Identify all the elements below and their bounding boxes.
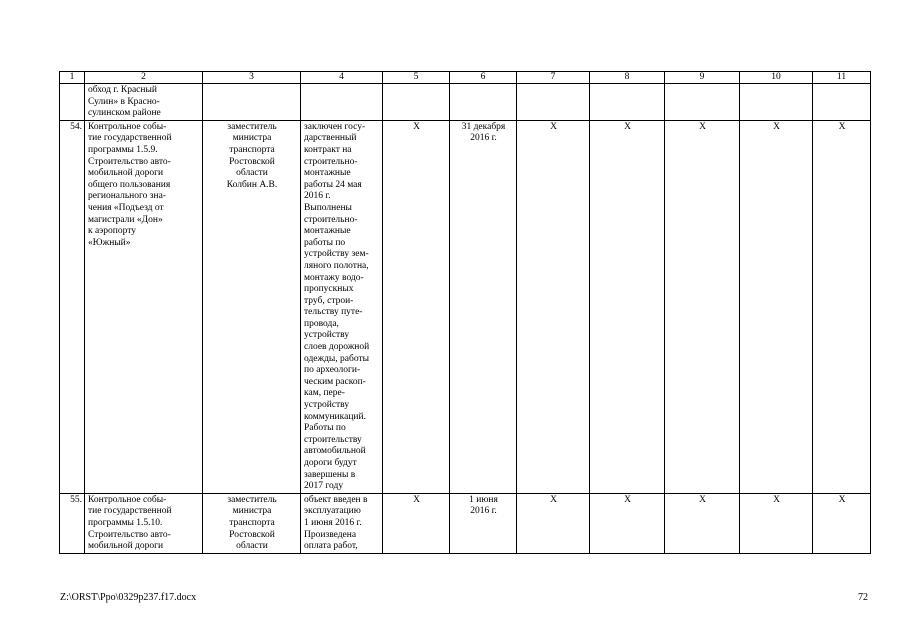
cell-line: регионального зна-	[88, 191, 166, 202]
file-path: Z:\ORST\Ppo\0329p237.f17.docx	[60, 592, 197, 603]
cell-line: автомобильной	[304, 446, 366, 457]
row-number-cell: 54.	[60, 120, 85, 493]
table-row	[60, 493, 871, 553]
status-cell	[301, 120, 383, 493]
cell-line: провода,	[304, 318, 339, 329]
cell-line: строительству	[304, 434, 362, 445]
cell-line: министра	[232, 133, 272, 144]
cell-line: по археологи-	[304, 365, 361, 376]
deadline-cell	[450, 84, 517, 121]
responsible-cell	[203, 84, 301, 121]
cell-line: 2017 году	[304, 481, 344, 492]
cell-line: ляного полотна,	[304, 260, 369, 271]
column-number: 9	[665, 72, 740, 84]
status-cell	[301, 493, 383, 553]
event-cell	[85, 120, 203, 493]
column-8-cell: X	[590, 493, 665, 553]
column-10-cell	[740, 84, 813, 121]
cell-line: 31 декабря	[461, 121, 506, 132]
column-9-cell	[665, 84, 740, 121]
column-9-cell: X	[665, 493, 740, 553]
column-5-cell: X	[383, 120, 450, 493]
deadline-cell	[450, 493, 517, 553]
column-11-cell	[813, 84, 871, 121]
cell-line: слоев дорожной	[304, 342, 370, 353]
cell-line: Колбин А.В.	[226, 179, 278, 190]
cell-line: Произведена	[304, 529, 357, 540]
cell-line: одежды, работы	[304, 353, 370, 364]
responsible-cell	[203, 493, 301, 553]
cell-line: работы по	[304, 237, 346, 248]
cell-line: мобильной дороги	[88, 168, 164, 179]
cell-line: Строительство авто-	[88, 529, 171, 540]
status-cell	[301, 84, 383, 121]
cell-line: Выполнены	[304, 202, 352, 213]
cell-line: тие государственной	[88, 506, 172, 517]
cell-line: общего пользования	[88, 179, 171, 190]
cell-line: тие государственной	[88, 133, 172, 144]
deadline-cell	[450, 120, 517, 493]
column-number: 11	[813, 72, 871, 84]
cell-line: контракт на	[304, 144, 352, 155]
cell-line: Строительство авто-	[88, 156, 171, 167]
cell-line: 1 июня	[469, 494, 498, 505]
table-row	[60, 84, 871, 121]
cell-line: завершены в	[304, 469, 356, 480]
column-11-cell: X	[813, 120, 871, 493]
column-number: 7	[517, 72, 590, 84]
cell-line: эксплуатацию	[304, 506, 361, 517]
cell-line: дарственный	[304, 133, 357, 144]
cell-line: строительно-	[304, 156, 358, 167]
cell-line: Ростовской	[229, 156, 275, 167]
cell-line: обход г. Красный	[88, 85, 157, 95]
cell-line: 1 июня 2016 г.	[304, 517, 362, 528]
report-table	[59, 71, 871, 554]
cell-line: дороги будут	[304, 458, 357, 468]
cell-line: Сулин» в Красно-	[88, 96, 160, 107]
cell-line: программы 1.5.9.	[88, 144, 158, 155]
cell-line: оплата работ,	[304, 541, 358, 552]
cell-line: программы 1.5.10.	[88, 517, 163, 528]
column-number: 5	[383, 72, 450, 84]
table-row	[60, 120, 871, 493]
column-5-cell: X	[383, 493, 450, 553]
cell-line: ческим раскоп-	[304, 376, 366, 387]
column-7-cell: X	[517, 493, 590, 553]
event-cell	[85, 493, 203, 553]
column-number-row	[60, 72, 871, 84]
cell-line: «Южный»	[88, 237, 131, 248]
cell-line: 2016 г.	[470, 133, 497, 144]
column-7-cell	[517, 84, 590, 121]
cell-line: тельству путе-	[304, 307, 363, 318]
cell-line: чения «Подъезд от	[88, 202, 164, 213]
cell-line: Контрольное собы-	[88, 121, 167, 132]
column-number: 3	[203, 72, 301, 84]
cell-line: к аэропорту	[88, 226, 137, 237]
cell-line: заключен госу-	[304, 121, 366, 132]
column-number: 6	[450, 72, 517, 84]
cell-line: Работы по	[304, 423, 346, 434]
cell-line: монтажные	[304, 226, 351, 237]
column-number: 2	[85, 72, 203, 84]
column-8-cell	[590, 84, 665, 121]
cell-line: мобильной дороги	[88, 541, 164, 552]
cell-line: 2016 г.	[470, 506, 497, 517]
cell-line: пропускных	[304, 284, 354, 295]
column-10-cell: X	[740, 493, 813, 553]
cell-line: 2016 г.	[304, 191, 331, 202]
cell-line: устройству	[304, 330, 350, 341]
cell-line: устройству зем-	[304, 249, 369, 260]
cell-line: транспорта	[229, 144, 275, 155]
cell-line: труб, строи-	[304, 295, 354, 306]
cell-line: министра	[232, 506, 272, 517]
cell-line: транспорта	[229, 517, 275, 528]
cell-line: коммуникаций.	[304, 411, 366, 422]
cell-line: строительно-	[304, 214, 358, 225]
column-7-cell: X	[517, 120, 590, 493]
responsible-cell	[203, 120, 301, 493]
column-5-cell	[383, 84, 450, 121]
event-cell	[85, 84, 203, 121]
cell-line: сулинском районе	[88, 108, 161, 119]
page-number: 72	[858, 592, 868, 603]
cell-line: Контрольное собы-	[88, 494, 167, 505]
cell-line: кам, пере-	[304, 388, 345, 399]
column-number: 8	[590, 72, 665, 84]
cell-line: области	[236, 541, 268, 552]
cell-line: области	[236, 168, 268, 179]
cell-line: Ростовской	[229, 529, 275, 540]
cell-line: монтажные	[304, 168, 351, 179]
row-number-cell	[60, 84, 85, 121]
column-number: 4	[301, 72, 383, 84]
cell-line: заместитель	[227, 494, 277, 505]
cell-line: устройству	[304, 400, 350, 411]
column-number: 1	[60, 72, 85, 84]
column-number: 10	[740, 72, 813, 84]
column-10-cell: X	[740, 120, 813, 493]
cell-line: объект введен в	[304, 494, 368, 505]
cell-line: магистрали «Дон»	[88, 214, 163, 225]
column-11-cell: X	[813, 493, 871, 553]
cell-line: заместитель	[227, 121, 277, 132]
cell-line: работы 24 мая	[304, 179, 362, 190]
column-8-cell: X	[590, 120, 665, 493]
column-9-cell: X	[665, 120, 740, 493]
cell-line: монтажу водо-	[304, 272, 364, 283]
row-number-cell: 55.	[60, 493, 85, 553]
